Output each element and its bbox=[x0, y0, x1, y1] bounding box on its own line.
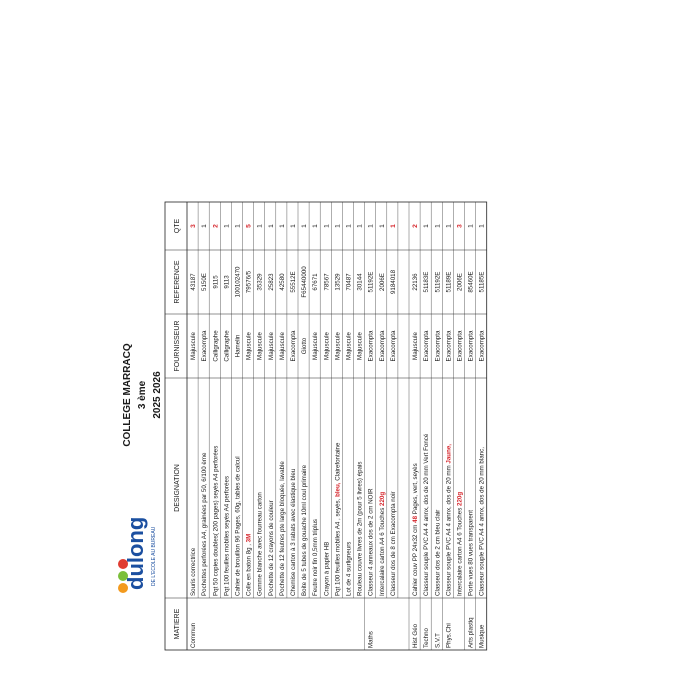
row-fournisseur: Exacompta bbox=[434, 330, 442, 362]
row-reference: 51185E bbox=[478, 271, 486, 293]
row-designation: Gomme blanche avec fourreau carton bbox=[256, 492, 264, 596]
row-designation: Classeur souple PVC A4 4 annx, dos de 20 mm blanc, bbox=[478, 447, 486, 596]
logo-wordmark: dulong bbox=[123, 516, 148, 590]
row-fournisseur: Hamelin bbox=[234, 334, 242, 358]
supply-table bbox=[165, 202, 487, 650]
row-reference: 78567 bbox=[323, 273, 331, 291]
row-designation: Classeur souple PVC A4 4 annx, dos de 20 mm Vert Foncé bbox=[423, 433, 431, 596]
row-reference: 22136 bbox=[412, 273, 420, 291]
row-reference: 25823 bbox=[267, 273, 275, 291]
row-designation: Colle en baton 8g , 3M bbox=[245, 533, 253, 596]
row-designation: Intercalaire carton A4 6 Touches 220g bbox=[456, 491, 464, 596]
row-qte: 1 bbox=[278, 224, 286, 228]
row-designation: Boite de 5 tubes de gouache 10ml coul primaire bbox=[301, 464, 309, 596]
table-row bbox=[368, 224, 375, 648]
table-row bbox=[334, 224, 341, 596]
row-fournisseur: Exacompta bbox=[367, 330, 375, 362]
table-row bbox=[223, 224, 230, 596]
row-designation: Classeur dos de 8 cm Exacompta noir bbox=[389, 491, 397, 596]
table-row bbox=[201, 224, 208, 596]
row-designation: Pqt 100 feuilles mobiles A4 , seyès, bleu, Clairefontaine bbox=[334, 442, 342, 596]
table-row bbox=[445, 224, 452, 648]
table-row bbox=[346, 224, 353, 596]
row-matiere: Maths bbox=[367, 631, 375, 648]
row-matiere: Commun bbox=[190, 622, 198, 648]
table-row bbox=[479, 224, 486, 648]
row-matiere: Musique bbox=[478, 624, 486, 648]
row-fournisseur: Exacompta bbox=[467, 330, 475, 362]
row-reference: 51192E bbox=[367, 271, 375, 293]
row-qte: 1 bbox=[423, 224, 431, 228]
row-reference: 51183E bbox=[423, 271, 431, 293]
table-row bbox=[257, 224, 264, 596]
row-designation: Crayon à papier HB bbox=[323, 541, 331, 596]
row-reference: 5150E bbox=[201, 273, 209, 291]
table-row bbox=[323, 224, 330, 596]
row-matiere: Techno bbox=[423, 628, 431, 648]
row-qte: 1 bbox=[356, 224, 364, 228]
grade-title: 3 ème bbox=[137, 380, 148, 410]
row-fournisseur: Majuscule bbox=[190, 332, 198, 360]
header bbox=[122, 343, 163, 447]
row-designation: Porte vues 80 vues transparent bbox=[467, 510, 475, 596]
table-row bbox=[357, 224, 364, 596]
row-fournisseur: Majuscule bbox=[323, 332, 331, 360]
row-reference: 9113 bbox=[223, 275, 231, 289]
table-row bbox=[468, 224, 475, 648]
row-designation: Pqt 50 copies doubles( 200 pages) seyès A4 perforées bbox=[212, 445, 220, 596]
row-reference: 9115 bbox=[212, 275, 220, 289]
table-row bbox=[312, 224, 319, 596]
row-qte: 1 bbox=[201, 224, 209, 228]
row-qte: 1 bbox=[234, 224, 242, 228]
row-designation: Cahier de brouillon 96 Pages, 60g, tables de calcul bbox=[234, 456, 242, 596]
row-fournisseur: Calligraphe bbox=[223, 330, 231, 362]
row-fournisseur: Majuscule bbox=[312, 332, 320, 360]
row-designation: Classeur 4 anneaux dos de 2 cm NOIR bbox=[367, 488, 375, 596]
row-reference: 9184018 bbox=[389, 269, 397, 295]
row-qte: 1 bbox=[378, 224, 386, 228]
row-qte: 1 bbox=[301, 224, 309, 228]
row-designation: Classeur souple PVC A4 4 annx, dos de 20 mm Jaune, bbox=[445, 443, 453, 596]
row-designation: Pochettes perforées A4, grainées par 50, 6/100 ème bbox=[201, 452, 209, 596]
row-fournisseur: Majuscule bbox=[412, 332, 420, 360]
row-qte: 1 bbox=[434, 224, 442, 228]
row-reference: 67671 bbox=[312, 273, 320, 291]
table-row bbox=[246, 224, 253, 596]
row-matiere: Phys.Chi bbox=[445, 623, 453, 648]
row-fournisseur: Majuscule bbox=[256, 332, 264, 360]
row-designation: Feutre noir fin 0,5mm triplus bbox=[312, 518, 320, 596]
row-reference: 30144 bbox=[356, 273, 364, 291]
table-row bbox=[235, 224, 242, 596]
year-title: 2025 2026 bbox=[152, 371, 163, 419]
row-designation: Souris correctrice bbox=[190, 547, 198, 596]
row-fournisseur: Exacompta bbox=[389, 330, 397, 362]
row-reference: F65440000 bbox=[301, 266, 309, 298]
row-reference: 79576/5 bbox=[245, 270, 253, 294]
row-qte: 1 bbox=[445, 224, 453, 228]
logo bbox=[118, 517, 157, 593]
row-fournisseur: Exacompta bbox=[201, 330, 209, 362]
table-row bbox=[268, 224, 275, 596]
row-qte: 2 bbox=[412, 224, 420, 228]
table-row bbox=[379, 224, 386, 596]
row-designation: Cahier couv PP 24x32 cm 48 Pages, vert, seyès bbox=[412, 463, 420, 596]
row-reference: 42580 bbox=[278, 273, 286, 291]
row-designation: Classeur dos de 2 cm bleu clair bbox=[434, 509, 442, 596]
row-matiere: Arts plastiq bbox=[467, 617, 475, 648]
row-reference: 70487 bbox=[345, 273, 353, 291]
row-qte: 5 bbox=[245, 224, 253, 228]
row-reference: 55512E bbox=[290, 271, 297, 293]
row-designation: Rouleau couvre livres de 2m (pour 5 livres) épais bbox=[356, 461, 364, 596]
table-row bbox=[423, 224, 430, 648]
row-designation: Pqt 100 feuilles mobiles seyès A4 perforées bbox=[223, 475, 231, 596]
row-fournisseur: Giotto bbox=[301, 337, 309, 355]
row-reference: 85460E bbox=[467, 271, 475, 293]
row-qte: 2 bbox=[212, 224, 220, 228]
row-qte: 1 bbox=[389, 224, 397, 228]
row-fournisseur: Majuscule bbox=[345, 332, 353, 360]
column-header: REFERENCE bbox=[174, 260, 181, 304]
column-header: QTE bbox=[174, 218, 181, 234]
table-row bbox=[457, 224, 464, 596]
row-fournisseur: Exacompta bbox=[378, 330, 386, 362]
row-reference: 2006E bbox=[456, 273, 464, 291]
table-row bbox=[301, 224, 308, 596]
row-reference: 43187 bbox=[190, 273, 198, 291]
row-reference: 100102470 bbox=[234, 266, 242, 298]
row-qte: 1 bbox=[367, 224, 375, 228]
row-qte: 1 bbox=[267, 224, 275, 228]
row-designation: Pochette de 12 feutres pte large bloquée, lavable bbox=[278, 461, 286, 596]
row-reference: 51189E bbox=[445, 271, 453, 293]
row-fournisseur: Exacompta bbox=[423, 330, 431, 362]
row-reference: 13529 bbox=[334, 273, 342, 291]
row-qte: 1 bbox=[334, 224, 342, 228]
row-fournisseur: Exacompta bbox=[445, 330, 453, 362]
row-designation: Pochette de 12 crayons de couleur bbox=[267, 500, 275, 596]
table-row bbox=[390, 224, 397, 596]
row-fournisseur: Calligraphe bbox=[212, 330, 220, 362]
row-fournisseur: Majuscule bbox=[267, 332, 275, 360]
table-row bbox=[190, 224, 197, 648]
logo-tagline: DE L'ECOLE AU BUREAU bbox=[151, 526, 157, 586]
column-header: FOURNISSEUR bbox=[174, 320, 181, 372]
column-header: MATIERE bbox=[174, 608, 181, 640]
row-qte: 1 bbox=[256, 224, 264, 228]
row-reference: 51192E bbox=[434, 271, 442, 293]
row-qte: 1 bbox=[312, 224, 320, 228]
row-matiere: S.V.T bbox=[434, 633, 442, 648]
row-qte: 3 bbox=[456, 224, 464, 228]
row-qte: 1 bbox=[345, 224, 353, 228]
school-title: COLLEGE MARRACQ bbox=[122, 343, 133, 447]
column-header: DESIGNATION bbox=[174, 464, 181, 512]
table-row bbox=[212, 224, 219, 596]
row-matiere: Hist Géo bbox=[412, 623, 420, 648]
table-row bbox=[279, 224, 286, 596]
table-row bbox=[290, 224, 297, 596]
row-fournisseur: Majuscule bbox=[278, 332, 286, 360]
row-fournisseur: Majuscule bbox=[334, 332, 342, 360]
table-row bbox=[412, 224, 419, 648]
row-qte: 1 bbox=[467, 224, 475, 228]
row-fournisseur: Majuscule bbox=[356, 332, 364, 360]
row-designation: Lot de 4 surligneurs bbox=[345, 541, 353, 596]
row-reference: 35329 bbox=[256, 273, 264, 291]
row-qte: 1 bbox=[223, 224, 231, 228]
row-qte: 3 bbox=[190, 224, 198, 228]
row-fournisseur: Majuscule bbox=[245, 332, 253, 360]
row-designation: Intercalaire carton A4 6 Touches 220g bbox=[378, 491, 386, 596]
row-reference: 2006E bbox=[378, 273, 386, 291]
row-fournisseur: Exacompta bbox=[478, 330, 486, 362]
row-qte: 1 bbox=[478, 224, 486, 228]
row-qte: 1 bbox=[323, 224, 331, 228]
row-fournisseur: Exacompta bbox=[456, 330, 464, 362]
table-row bbox=[434, 224, 441, 648]
row-fournisseur: Exacompta bbox=[290, 330, 297, 362]
row-qte: 1 bbox=[290, 224, 297, 228]
row-designation: Chemise carton à 3 rabats avec élastique bleu bbox=[290, 468, 297, 596]
